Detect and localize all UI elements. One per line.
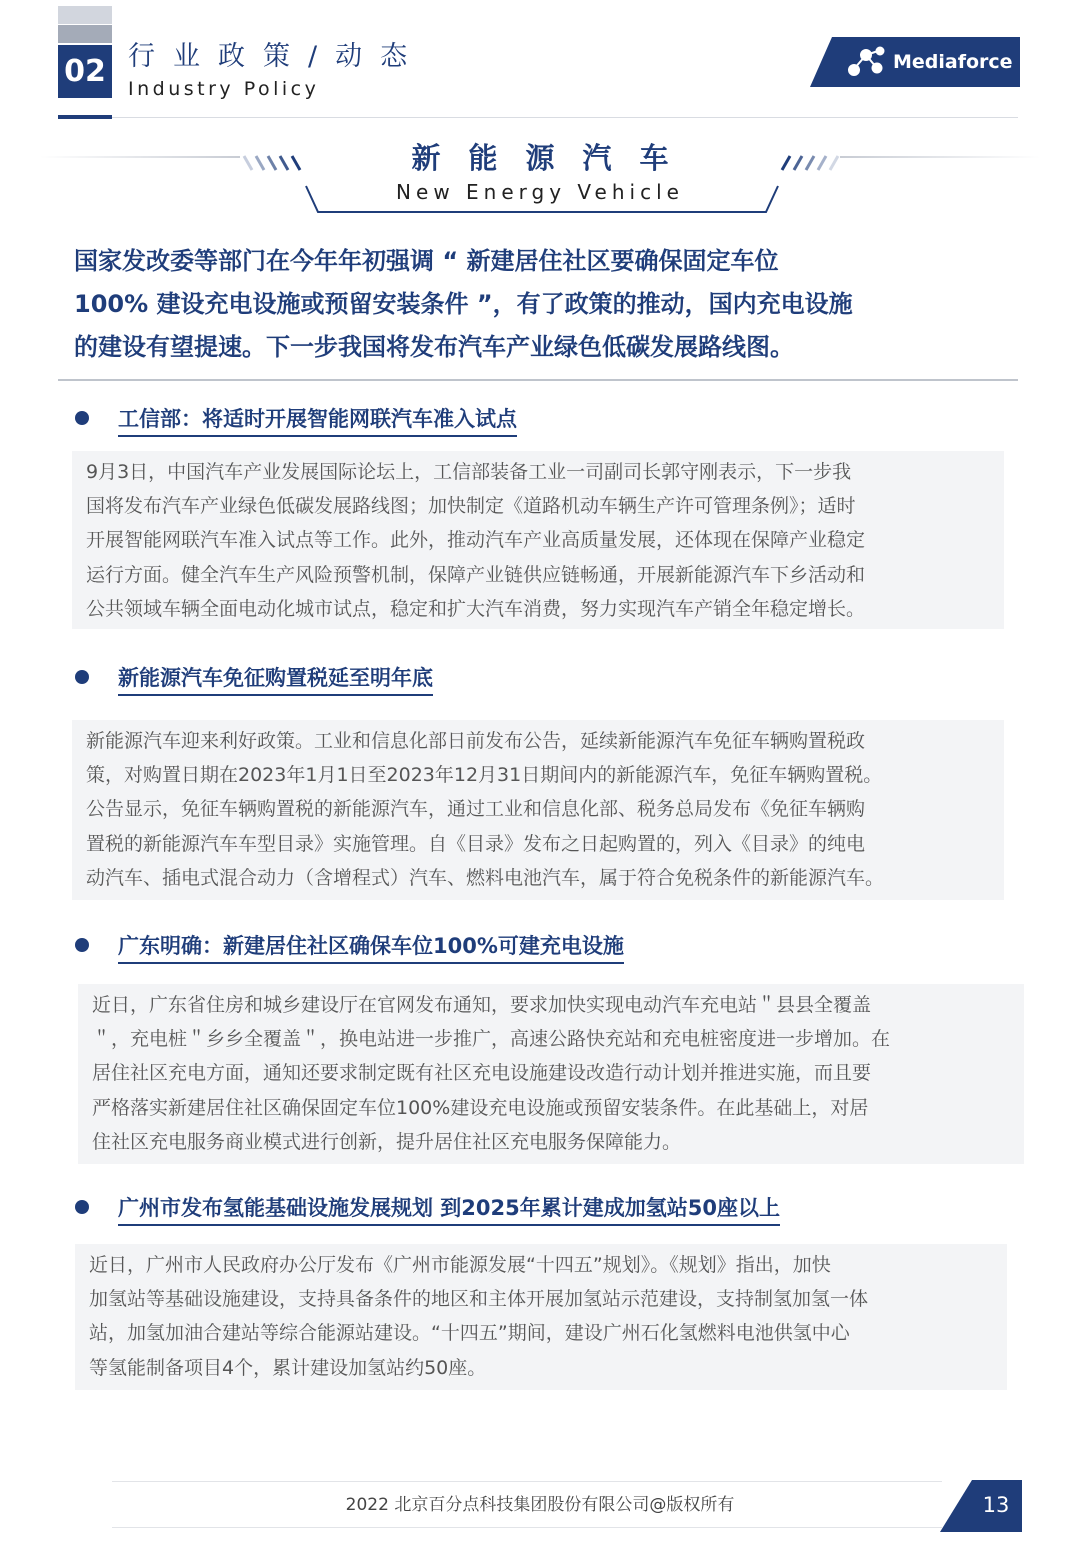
section-title-en: Industry Policy: [128, 78, 320, 100]
intro-line: 国家发改委等部门在今年年初强调 “ 新建居住社区要确保固定车位: [74, 247, 779, 275]
news-body-line: 公共领域车辆全面电动化城市试点，稳定和扩大汽车消费，努力实现汽车产销全年稳定增长。: [86, 597, 866, 620]
news-body-line: 9月3日，中国汽车产业发展国际论坛上，工信部装备工业一司副司长郭守刚表示，下一步我: [86, 461, 852, 483]
news-title[interactable]: 新能源汽车免征购置税延至明年底: [118, 662, 433, 696]
news-body-line: 近日，广东省住房和城乡建设厅在官网发布通知，要求加快实现电动汽车充电站＂县县全覆盖: [92, 994, 872, 1016]
header-divider: [112, 117, 1018, 118]
news-body-line: 运行方面。健全汽车生产风险预警机制，保障产业链供应链畅通，开展新能源汽车下乡活动和: [86, 563, 866, 586]
intro-divider: [58, 379, 1018, 381]
intro-summary: [74, 240, 1014, 369]
news-body-line: 严格落实新建居住社区确保固定车位100%建设充电设施或预留安装条件。在此基础上，对居: [92, 1096, 869, 1119]
news-body-line: 公告显示，免征车辆购置税的新能源汽车，通过工业和信息化部、税务总局发布《免征车辆购: [86, 798, 866, 821]
page-number: 13: [982, 1493, 1010, 1517]
news-body: [72, 451, 1004, 629]
news-body-line: 近日，广州市人民政府办公厅发布《广州市能源发展“十四五”规划》。《规划》指出，加快: [89, 1254, 831, 1276]
news-body-line: 开展智能网联汽车准入试点等工作。此外，推动汽车产业高质量发展，还体现在保障产业稳定: [86, 529, 866, 552]
news-body-line: 置税的新能源汽车车型目录》实施管理。自《目录》发布之日起购置的，列入《目录》的纯电: [86, 832, 866, 855]
news-body-line: 站，加氢加油合建站等综合能源站建设。“十四五”期间，建设广州石化氢燃料电池供氢中心: [89, 1322, 850, 1345]
section-title-cn: [128, 34, 425, 73]
news-body-line: 居住社区充电方面，通知还要求制定既有社区充电设施建设改造行动计划并推进实施，而且要: [92, 1062, 872, 1085]
news-body: [75, 1244, 1007, 1390]
section-title-cn-text: 行业政策/动态: [128, 41, 426, 72]
footer-divider: [112, 1527, 942, 1528]
news-title[interactable]: 广州市发布氢能基础设施发展规划 到2025年累计建成加氢站50座以上: [118, 1192, 780, 1226]
header-decor-block: [58, 25, 112, 43]
bullet-icon: [75, 938, 89, 952]
section-number: 02: [58, 45, 112, 98]
news-body-line: 策，对购置日期在2023年1月1日至2023年12月31日期间内的新能源汽车，免征车辆购置税。: [86, 764, 883, 787]
banner-title-en: New Energy Vehicle: [396, 180, 684, 204]
header-decor-block: [58, 6, 112, 24]
bullet-icon: [75, 670, 89, 684]
news-body: [72, 720, 1004, 900]
footer-divider: [112, 1481, 942, 1482]
footer-copyright: 2022 北京百分点科技集团股份有限公司@版权所有: [345, 1495, 735, 1515]
news-title[interactable]: 广东明确：新建居住社区确保车位100%可建充电设施: [118, 930, 624, 964]
news-body-line: 动汽车、插电式混合动力（含增程式）汽车、燃料电池汽车，属于符合免税条件的新能源汽车。: [86, 866, 885, 889]
news-body-line: 新能源汽车迎来利好政策。工业和信息化部日前发布公告，延续新能源汽车免征车辆购置税政: [86, 730, 866, 752]
intro-line: 的建设有望提速。下一步我国将发布汽车产业绿色低碳发展路线图。: [74, 333, 794, 361]
intro-line: 100% 建设充电设施或预留安装条件 ”，有了政策的推动，国内充电设施: [74, 290, 853, 318]
news-body-line: ＂，充电桩＂乡乡全覆盖＂，换电站进一步推广，高速公路快充站和充电桩密度进一步增加。在: [92, 1028, 891, 1051]
bullet-icon: [75, 1200, 89, 1214]
header-accent-bar: [58, 115, 112, 119]
news-body-line: 住社区充电服务商业模式进行创新，提升居住社区充电服务保障能力。: [92, 1130, 682, 1153]
news-body-line: 加氢站等基础设施建设，支持具备条件的地区和主体开展加氢站示范建设，支持制氢加氢一体: [89, 1288, 869, 1311]
logo-text: Mediaforce: [893, 51, 1013, 73]
banner-title-cn: 新能源汽车: [411, 141, 697, 175]
news-body-line: 等氢能制备项目4个，累计建设加氢站约50座。: [89, 1356, 487, 1379]
news-title[interactable]: 工信部：将适时开展智能网联汽车准入试点: [118, 403, 517, 437]
news-body: [78, 984, 1024, 1164]
news-body-line: 国将发布汽车产业绿色低碳发展路线图；加快制定《道路机动车辆生产许可管理条例》；适时: [86, 495, 856, 518]
bullet-icon: [75, 411, 89, 425]
